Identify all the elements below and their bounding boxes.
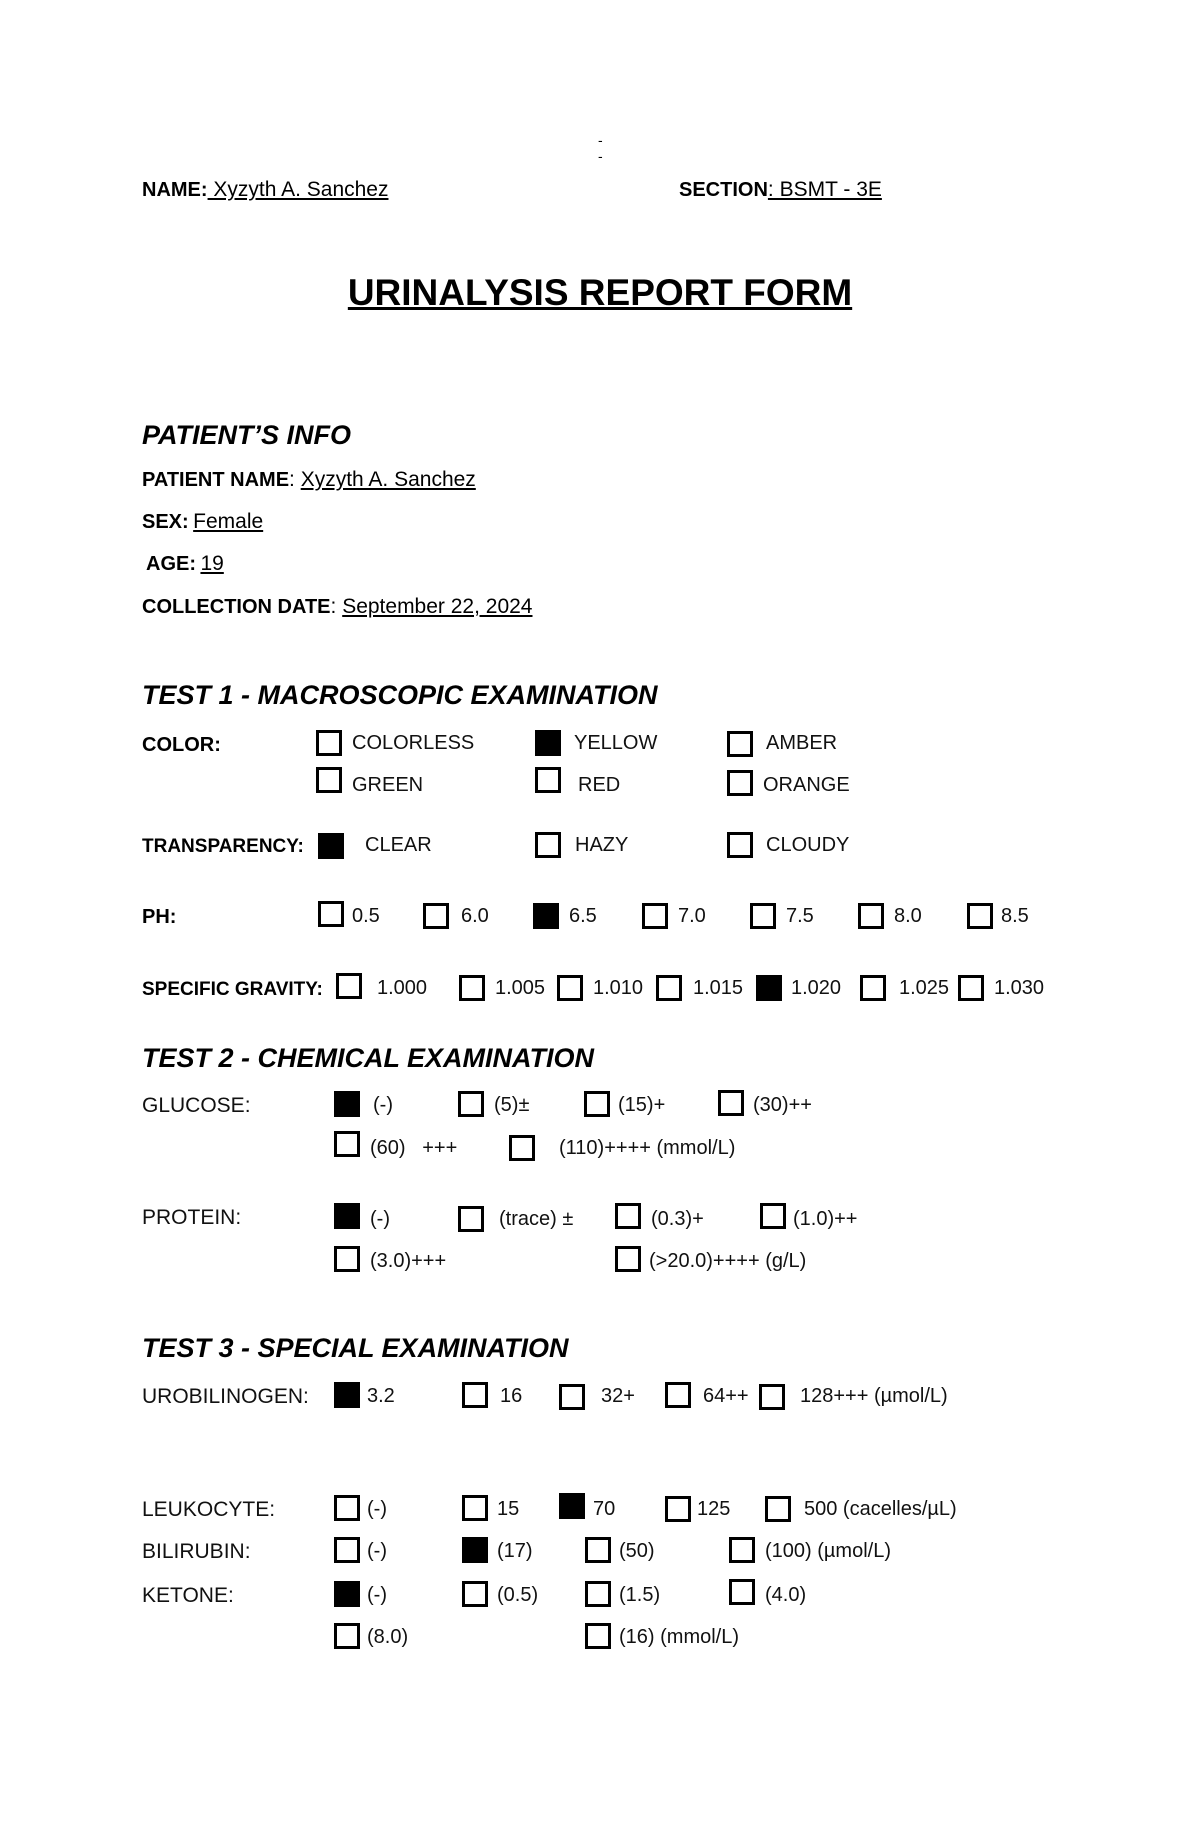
option-label: (5)± <box>494 1094 530 1116</box>
checkbox-sg-1-025[interactable] <box>860 975 886 1001</box>
option-label: (4.0) <box>765 1584 807 1606</box>
option-label: RED <box>578 774 621 796</box>
checkbox-ketone-4-0[interactable] <box>729 1579 755 1605</box>
checkbox-uro-32[interactable] <box>559 1384 585 1410</box>
name-label: NAME: <box>142 179 208 201</box>
option-label: (50) <box>619 1540 655 1562</box>
transparency-label: TRANSPARENCY: <box>142 836 304 857</box>
option-label: (-) <box>370 1208 390 1230</box>
checkbox-ketone-1-5[interactable] <box>585 1581 611 1607</box>
checkbox-protein-neg[interactable] <box>334 1203 360 1229</box>
checkbox-protein-1-0[interactable] <box>760 1203 786 1229</box>
option-label: (17) <box>497 1540 533 1562</box>
option-label: 70 <box>593 1498 616 1520</box>
section-value: : BSMT - 3E <box>767 178 882 201</box>
option-label: 15 <box>497 1498 520 1520</box>
section-field <box>679 178 882 202</box>
checkbox-ph-6-5[interactable] <box>533 903 559 929</box>
header-mark: - <box>598 132 603 148</box>
protein-label: PROTEIN: <box>142 1206 242 1229</box>
specific-gravity-label: SPECIFIC GRAVITY: <box>142 979 323 1000</box>
checkbox-sg-1-005[interactable] <box>459 975 485 1001</box>
checkbox-leuko-70[interactable] <box>559 1493 585 1519</box>
glucose-label: GLUCOSE: <box>142 1094 251 1117</box>
option-label: 1.005 <box>495 977 546 999</box>
patient-name-field: PATIENT NAME: Xyzyth A. Sanchez <box>142 468 476 491</box>
checkbox-ketone-8-0[interactable] <box>334 1623 360 1649</box>
option-label: 1.015 <box>693 977 744 999</box>
name-field <box>142 178 388 202</box>
checkbox-orange[interactable] <box>727 770 753 796</box>
option-label: ORANGE <box>763 774 850 796</box>
checkbox-bili-neg[interactable] <box>334 1537 360 1563</box>
option-label: 128+++ (µmol/L) <box>800 1385 948 1407</box>
option-label: 500 (cacelles/µL) <box>804 1498 957 1520</box>
option-label: (8.0) <box>367 1626 409 1648</box>
sex-label: SEX: <box>142 511 189 533</box>
checkbox-bili-100[interactable] <box>729 1537 755 1563</box>
collection-date-field: COLLECTION DATE: September 22, 2024 <box>142 595 533 618</box>
ph-label: PH: <box>142 906 177 928</box>
option-label: (15)+ <box>618 1094 666 1116</box>
patient-name-label: PATIENT NAME <box>142 469 290 491</box>
option-label: 8.5 <box>1001 905 1029 927</box>
test2-heading: TEST 2 - CHEMICAL EXAMINATION <box>142 1043 595 1073</box>
checkbox-red[interactable] <box>535 767 561 793</box>
checkbox-glucose-60[interactable] <box>334 1131 360 1157</box>
checkbox-uro-128[interactable] <box>759 1384 785 1410</box>
option-label: 1.025 <box>899 977 950 999</box>
checkbox-uro-3-2[interactable] <box>334 1382 360 1408</box>
checkbox-uro-64[interactable] <box>665 1382 691 1408</box>
checkbox-leuko-500[interactable] <box>765 1496 791 1522</box>
checkbox-glucose-neg[interactable] <box>334 1091 360 1117</box>
checkbox-leuko-neg[interactable] <box>334 1495 360 1521</box>
collection-date-label: COLLECTION DATE <box>142 596 331 618</box>
option-label: 1.020 <box>791 977 842 999</box>
checkbox-glucose-5[interactable] <box>458 1091 484 1117</box>
option-label: 6.5 <box>569 905 597 927</box>
checkbox-glucose-30[interactable] <box>718 1090 744 1116</box>
option-label: (>20.0)++++ (g/L) <box>649 1250 807 1272</box>
checkbox-ph-7-5[interactable] <box>750 903 776 929</box>
section-label: SECTION <box>679 179 768 201</box>
option-label: YELLOW <box>574 732 658 754</box>
checkbox-protein-0-3[interactable] <box>615 1203 641 1229</box>
option-label: (0.5) <box>497 1584 539 1606</box>
checkbox-ph-0-5[interactable] <box>318 901 344 927</box>
option-label: (100) (µmol/L) <box>765 1540 891 1562</box>
option-label: 125 <box>697 1498 731 1520</box>
option-label: (1.5) <box>619 1584 661 1606</box>
checkbox-sg-1-010[interactable] <box>557 975 583 1001</box>
option-label: 7.0 <box>678 905 706 927</box>
option-label: 7.5 <box>786 905 814 927</box>
age-field <box>146 552 224 576</box>
checkbox-leuko-15[interactable] <box>462 1495 488 1521</box>
checkbox-cloudy[interactable] <box>727 832 753 858</box>
sex-value: Female <box>193 510 264 533</box>
checkbox-bili-17[interactable] <box>462 1537 488 1563</box>
checkbox-hazy[interactable] <box>535 832 561 858</box>
option-label: (110)++++ (mmol/L) <box>559 1137 736 1159</box>
checkbox-uro-16[interactable] <box>462 1382 488 1408</box>
option-label: (1.0)++ <box>793 1208 858 1230</box>
checkbox-leuko-125[interactable] <box>665 1496 691 1522</box>
option-label: (-) <box>367 1584 387 1606</box>
color-label: COLOR: <box>142 734 221 756</box>
option-label: CLOUDY <box>766 834 850 856</box>
option-label: (trace) ± <box>499 1208 574 1230</box>
urobilinogen-label: UROBILINOGEN: <box>142 1385 309 1408</box>
checkbox-yellow[interactable] <box>535 730 561 756</box>
checkbox-glucose-15[interactable] <box>584 1091 610 1117</box>
checkbox-colorless[interactable] <box>316 730 342 756</box>
option-label: 3.2 <box>367 1385 395 1407</box>
option-label: (-) <box>367 1498 387 1520</box>
checkbox-sg-1-030[interactable] <box>958 975 984 1001</box>
patient-info-heading: PATIENT’S INFO <box>142 420 351 450</box>
checkbox-green[interactable] <box>316 767 342 793</box>
test1-heading: TEST 1 - MACROSCOPIC EXAMINATION <box>142 680 658 710</box>
option-label: 1.010 <box>593 977 644 999</box>
option-label: 0.5 <box>352 905 380 927</box>
ketone-label: KETONE: <box>142 1584 234 1607</box>
option-label: COLORLESS <box>352 732 475 754</box>
page-title: URINALYSIS REPORT FORM <box>347 272 853 313</box>
option-label: 64++ <box>703 1385 749 1407</box>
checkbox-protein-3-0[interactable] <box>334 1246 360 1272</box>
option-label: (0.3)+ <box>651 1208 704 1230</box>
age-label: AGE: <box>146 553 196 575</box>
option-label: HAZY <box>575 834 629 856</box>
checkbox-sg-1-020[interactable] <box>756 975 782 1001</box>
checkbox-ph-6-0[interactable] <box>423 903 449 929</box>
checkbox-ketone-0-5[interactable] <box>462 1581 488 1607</box>
bilirubin-label: BILIRUBIN: <box>142 1540 251 1563</box>
option-label: 32+ <box>601 1385 635 1407</box>
checkbox-clear[interactable] <box>318 833 344 859</box>
checkbox-sg-1-000[interactable] <box>336 973 362 999</box>
option-label: (60) +++ <box>370 1137 458 1159</box>
option-label: 1.000 <box>377 977 428 999</box>
option-label: 6.0 <box>461 905 489 927</box>
option-label: 16 <box>500 1385 523 1407</box>
checkbox-ketone-neg[interactable] <box>334 1581 360 1607</box>
option-label: (-) <box>367 1540 387 1562</box>
option-label: GREEN <box>352 774 424 796</box>
checkbox-ph-7-0[interactable] <box>642 903 668 929</box>
checkbox-sg-1-015[interactable] <box>656 975 682 1001</box>
checkbox-ketone-16[interactable] <box>585 1623 611 1649</box>
collection-date-value: September 22, 2024 <box>342 595 533 618</box>
option-label: AMBER <box>766 732 838 754</box>
option-label: (-) <box>373 1094 393 1116</box>
checkbox-protein-trace[interactable] <box>458 1206 484 1232</box>
patient-name-value: Xyzyth A. Sanchez <box>300 468 476 491</box>
option-label: (16) (mmol/L) <box>619 1626 740 1648</box>
checkbox-ph-8-5[interactable] <box>967 903 993 929</box>
leukocyte-label: LEUKOCYTE: <box>142 1498 276 1521</box>
option-label: (30)++ <box>753 1094 812 1116</box>
checkbox-protein-20[interactable] <box>615 1246 641 1272</box>
checkbox-ph-8-0[interactable] <box>858 903 884 929</box>
age-value: 19 <box>200 552 224 575</box>
sex-field <box>142 510 263 534</box>
header-mark: - <box>598 148 603 164</box>
checkbox-glucose-110[interactable] <box>509 1135 535 1161</box>
option-label: (3.0)+++ <box>370 1250 447 1272</box>
option-label: 8.0 <box>894 905 922 927</box>
option-label: CLEAR <box>365 834 432 856</box>
checkbox-bili-50[interactable] <box>585 1537 611 1563</box>
option-label: 1.030 <box>994 977 1045 999</box>
checkbox-amber[interactable] <box>727 731 753 757</box>
test3-heading: TEST 3 - SPECIAL EXAMINATION <box>142 1333 569 1363</box>
name-value: Xyzyth A. Sanchez <box>207 178 389 201</box>
